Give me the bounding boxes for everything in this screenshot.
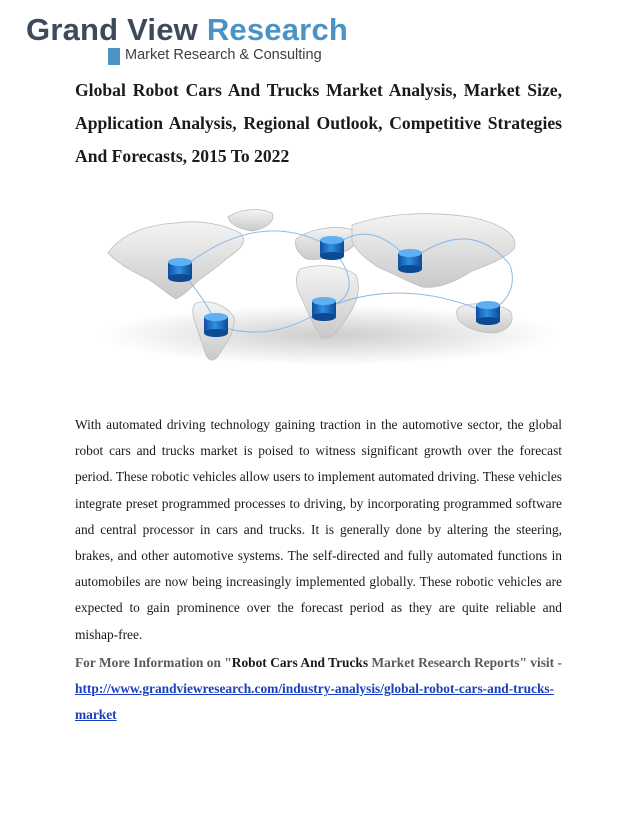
logo-word-grand-view: Grand View	[26, 12, 198, 47]
logo-tagline: Market Research & Consulting	[125, 47, 322, 63]
more-info-prefix: For More Information on "	[75, 655, 232, 670]
database-icon	[168, 258, 192, 282]
logo-wordmark	[26, 12, 348, 48]
body-paragraph: With automated driving technology gaining traction in the automotive sector, the global robot cars and trucks market is poised to witness significant growth over the forecast period. These robotic vehicles allow users to implement automated driving. These vehicles integrate preset programmed processes to driving, by incorporating programmed software and central processor in cars and trucks. It is generally done by altering the steering, brakes, and other automotive systems. The self-directed and fully automated functions in automobiles are now being increasingly implemented globally. These robotic vehicles are expected to gain prominence over the forecast period as they are quite reliable and mishap-free.	[75, 417, 562, 642]
report-title: Global Robot Cars And Trucks Market Analysis, Market Size, Application Analysis, Regional Outlook, Competitive Strategies And Forecasts, 2015 To 2022	[75, 80, 562, 166]
more-info-middle: Market Research Reports" visit -	[368, 655, 563, 670]
more-information-paragraph	[75, 650, 562, 729]
continent-greenland	[228, 210, 273, 231]
report-link[interactable]: http://www.grandviewresearch.com/industry-analysis/global-robot-cars-and-trucks-market	[75, 681, 555, 723]
database-icon	[320, 236, 344, 260]
logo-accent-bar	[108, 48, 120, 65]
company-logo	[22, 12, 349, 70]
database-icon	[312, 297, 336, 321]
logo-word-research: Research	[206, 12, 349, 47]
more-info-topic: Robot Cars And Trucks	[231, 655, 369, 670]
continent-asia	[352, 214, 515, 288]
database-icon	[204, 313, 228, 337]
database-icon	[398, 249, 422, 273]
database-icon	[476, 301, 500, 325]
world-map-image	[100, 195, 560, 365]
